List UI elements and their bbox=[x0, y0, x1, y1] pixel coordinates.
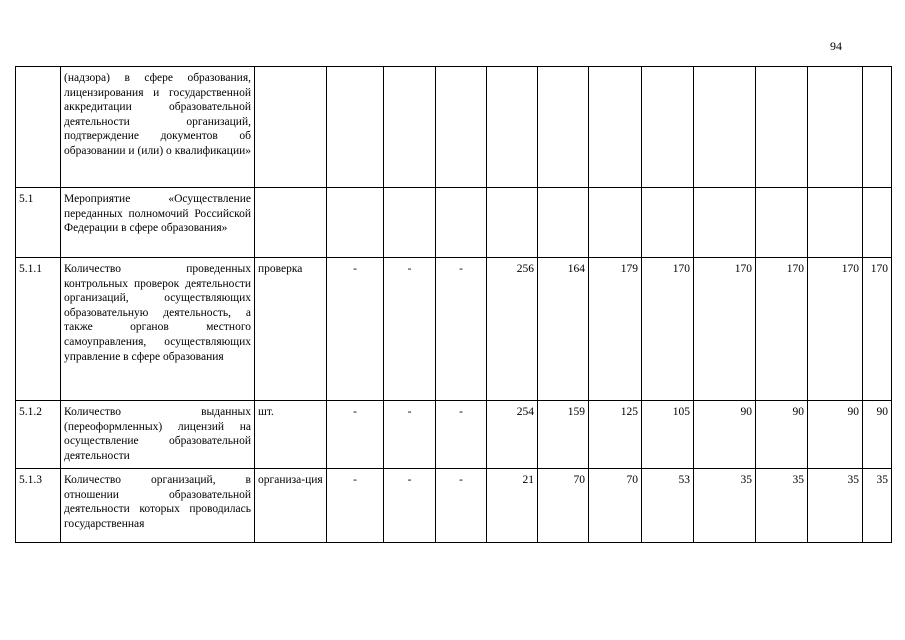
value-cell bbox=[384, 67, 436, 188]
table-row bbox=[16, 401, 892, 469]
table-row bbox=[16, 67, 892, 188]
value-cell bbox=[808, 67, 863, 188]
value-cell bbox=[538, 188, 589, 258]
value-cell bbox=[589, 67, 642, 188]
value-cell: - bbox=[384, 401, 436, 469]
table-row bbox=[16, 469, 892, 543]
value-cell bbox=[642, 67, 694, 188]
value-cell bbox=[327, 188, 384, 258]
value-cell: 35 bbox=[808, 469, 863, 543]
value-cell: 159 bbox=[538, 401, 589, 469]
value-cell: 164 bbox=[538, 258, 589, 401]
value-cell: 90 bbox=[863, 401, 892, 469]
value-cell: 170 bbox=[756, 258, 808, 401]
value-cell bbox=[863, 67, 892, 188]
value-cell: - bbox=[436, 258, 487, 401]
value-cell: 35 bbox=[756, 469, 808, 543]
value-cell: 256 bbox=[487, 258, 538, 401]
value-cell: 170 bbox=[863, 258, 892, 401]
value-cell bbox=[694, 67, 756, 188]
value-cell bbox=[694, 188, 756, 258]
table-row bbox=[16, 258, 892, 401]
value-cell: - bbox=[436, 469, 487, 543]
value-cell: 90 bbox=[808, 401, 863, 469]
value-cell: 35 bbox=[863, 469, 892, 543]
value-cell: 179 bbox=[589, 258, 642, 401]
value-cell: 70 bbox=[589, 469, 642, 543]
value-cell: 70 bbox=[538, 469, 589, 543]
row-number: 5.1 bbox=[16, 188, 61, 258]
value-cell: 90 bbox=[694, 401, 756, 469]
row-description: Количество организаций, в отношении образовательной деятельности которых проводилась государственная bbox=[61, 469, 255, 543]
row-description: Количество выданных (переоформленных) лицензий на осуществление образовательной деятельности bbox=[61, 401, 255, 469]
value-cell: - bbox=[384, 469, 436, 543]
value-cell bbox=[863, 188, 892, 258]
value-cell bbox=[756, 188, 808, 258]
row-unit: шт. bbox=[255, 401, 327, 469]
value-cell bbox=[538, 67, 589, 188]
value-cell: 170 bbox=[642, 258, 694, 401]
row-unit: проверка bbox=[255, 258, 327, 401]
value-cell bbox=[436, 188, 487, 258]
row-description: Мероприятие «Осуществление переданных полномочий Российской Федерации в сфере образования» bbox=[61, 188, 255, 258]
indicators-table bbox=[15, 66, 892, 543]
value-cell bbox=[327, 67, 384, 188]
value-cell bbox=[642, 188, 694, 258]
value-cell bbox=[589, 188, 642, 258]
value-cell bbox=[808, 188, 863, 258]
row-description: Количество проведенных контрольных проверок деятельности организаций, осуществляющих образовательную деятельность, а также органов местного самоуправления, осуществляющих управление в сфере образования bbox=[61, 258, 255, 401]
value-cell bbox=[384, 188, 436, 258]
table-row bbox=[16, 188, 892, 258]
row-unit bbox=[255, 188, 327, 258]
row-number: 5.1.1 bbox=[16, 258, 61, 401]
value-cell: - bbox=[327, 401, 384, 469]
value-cell: - bbox=[436, 401, 487, 469]
value-cell: - bbox=[327, 258, 384, 401]
row-number: 5.1.3 bbox=[16, 469, 61, 543]
row-number: 5.1.2 bbox=[16, 401, 61, 469]
value-cell: 170 bbox=[808, 258, 863, 401]
value-cell: 125 bbox=[589, 401, 642, 469]
value-cell bbox=[436, 67, 487, 188]
value-cell: - bbox=[384, 258, 436, 401]
value-cell bbox=[487, 188, 538, 258]
value-cell: 21 bbox=[487, 469, 538, 543]
value-cell: 254 bbox=[487, 401, 538, 469]
value-cell: 105 bbox=[642, 401, 694, 469]
value-cell: 170 bbox=[694, 258, 756, 401]
row-unit bbox=[255, 67, 327, 188]
value-cell: 53 bbox=[642, 469, 694, 543]
value-cell bbox=[756, 67, 808, 188]
row-number bbox=[16, 67, 61, 188]
value-cell: - bbox=[327, 469, 384, 543]
value-cell bbox=[487, 67, 538, 188]
value-cell: 90 bbox=[756, 401, 808, 469]
row-unit: организа-ция bbox=[255, 469, 327, 543]
row-description: (надзора) в сфере образования, лицензирования и государственной аккредитации образовательной деятельности организаций, подтверждение документов об образовании и (или) о квалификации» bbox=[61, 67, 255, 188]
page-number: 94 bbox=[830, 39, 842, 53]
value-cell: 35 bbox=[694, 469, 756, 543]
